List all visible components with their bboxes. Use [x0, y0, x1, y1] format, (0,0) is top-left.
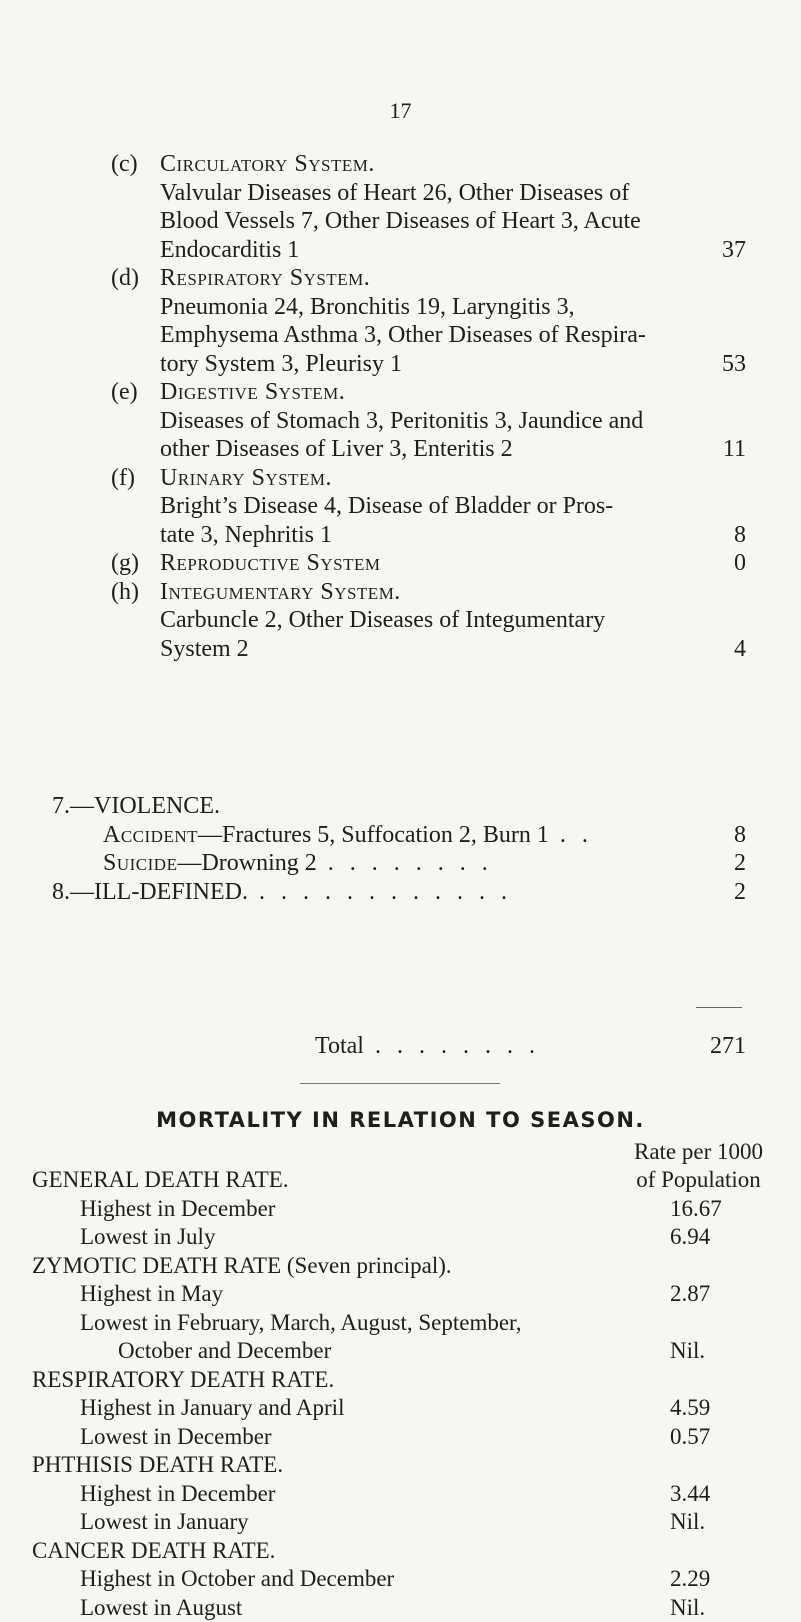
system-heading: Reproductive System — [160, 549, 381, 578]
system-heading-row — [0, 150, 801, 179]
rate-row — [0, 1337, 801, 1366]
system-detail-text: Diseases of Stomach 3, Peritonitis 3, Jaundice and — [160, 407, 643, 436]
suicide-text: —Drowning 2 — [177, 850, 316, 876]
rate-row — [0, 1309, 801, 1338]
rate-value: 16.67 — [670, 1195, 722, 1224]
total-entry: Total . . . . . . . . — [315, 1032, 540, 1061]
rate-row — [0, 1223, 801, 1252]
system-detail-row — [0, 293, 801, 322]
system-total: 11 — [723, 435, 746, 464]
system-total: 37 — [722, 236, 746, 265]
rate-period-label: Lowest in February, March, August, September, — [80, 1309, 522, 1338]
rate-row — [0, 1394, 801, 1423]
rate-value: 2.29 — [670, 1565, 710, 1594]
system-detail-text: tate 3, Nephritis 1 — [160, 521, 332, 550]
rate-value: 2.87 — [670, 1280, 710, 1309]
suicide-entry: Suicide—Drowning 2 . . . . . . . . — [103, 849, 493, 878]
rate-period-label: Highest in December — [80, 1480, 275, 1509]
rate-period-label: October and December — [118, 1337, 331, 1366]
rate-category-row — [0, 1366, 801, 1395]
rate-category-row — [0, 1537, 801, 1566]
rate-category-heading: ZYMOTIC DEATH RATE (Seven principal). — [32, 1252, 452, 1281]
rate-category-heading: CANCER DEATH RATE. — [32, 1537, 275, 1566]
rate-header-line-1: Rate per 1000 — [634, 1138, 763, 1166]
rate-row — [0, 1423, 801, 1452]
rate-row — [0, 1594, 801, 1622]
violence-heading-row — [0, 792, 801, 821]
system-detail-row — [0, 635, 801, 664]
system-detail-row — [0, 321, 801, 350]
rate-period-label: Highest in January and April — [80, 1394, 344, 1423]
suicide-label: Suicide — [103, 850, 177, 876]
season-rates-list — [0, 1166, 801, 1622]
rate-value: Nil. — [670, 1508, 705, 1537]
system-heading-row — [0, 378, 801, 407]
system-letter: (f) — [111, 464, 135, 493]
total-row — [0, 1032, 801, 1061]
rate-row — [0, 1508, 801, 1537]
system-detail-text: Bright’s Disease 4, Disease of Bladder or Pros- — [160, 492, 613, 521]
system-detail-text: Carbuncle 2, Other Diseases of Integumentary — [160, 606, 605, 635]
accident-row — [0, 821, 801, 850]
total-label: Total — [315, 1033, 364, 1059]
rate-period-label: Lowest in August — [80, 1594, 242, 1622]
system-heading: Circulatory System. — [160, 150, 375, 179]
rate-row — [0, 1280, 801, 1309]
system-heading-row — [0, 578, 801, 607]
ill-defined-entry: 8.—ILL-DEFINED. . . . . . . . . . . . . — [52, 878, 512, 907]
system-heading: Integumentary System. — [160, 578, 401, 607]
rate-category-heading: RESPIRATORY DEATH RATE. — [32, 1366, 334, 1395]
system-detail-text: tory System 3, Pleurisy 1 — [160, 350, 402, 379]
rate-value: 6.94 — [670, 1223, 710, 1252]
accident-total: 8 — [734, 821, 746, 850]
system-detail-text: Blood Vessels 7, Other Diseases of Heart 3, Acute — [160, 207, 641, 236]
system-detail-text: Emphysema Asthma 3, Other Diseases of Respira- — [160, 321, 646, 350]
rate-period-label: Lowest in July — [80, 1223, 215, 1252]
system-heading-row — [0, 264, 801, 293]
rate-category-heading: PHTHISIS DEATH RATE. — [32, 1451, 283, 1480]
system-detail-row — [0, 207, 801, 236]
system-letter: (g) — [111, 549, 139, 578]
system-detail-row — [0, 435, 801, 464]
system-letter: (e) — [111, 378, 138, 407]
season-title: MORTALITY IN RELATION TO SEASON. — [0, 1107, 801, 1133]
ill-defined-total: 2 — [734, 878, 746, 907]
system-heading: Respiratory System. — [160, 264, 370, 293]
accident-text: —Fractures 5, Suffocation 2, Burn 1 — [198, 822, 549, 848]
rate-value: 3.44 — [670, 1480, 710, 1509]
rate-header-line-2: of Population — [634, 1166, 763, 1194]
system-detail-text: Endocarditis 1 — [160, 236, 299, 265]
ill-defined-row — [0, 878, 801, 907]
violence-section — [0, 792, 801, 906]
system-heading-row — [0, 464, 801, 493]
accident-label: Accident — [103, 822, 198, 848]
rate-category-heading: GENERAL DEATH RATE. — [32, 1166, 289, 1195]
rate-category-row — [0, 1166, 801, 1195]
system-heading: Urinary System. — [160, 464, 332, 493]
system-letter: (d) — [111, 264, 139, 293]
system-heading: Digestive System. — [160, 378, 345, 407]
system-detail-row — [0, 606, 801, 635]
rate-row — [0, 1565, 801, 1594]
ill-defined-heading: 8.—ILL-DEFINED. — [52, 879, 248, 905]
rate-period-label: Highest in December — [80, 1195, 275, 1224]
rate-category-row — [0, 1252, 801, 1281]
system-detail-row — [0, 350, 801, 379]
system-detail-row — [0, 236, 801, 265]
system-detail-text: Pneumonia 24, Bronchitis 19, Laryngitis 3, — [160, 293, 575, 322]
sum-rule — [696, 1007, 742, 1008]
rate-value: Nil. — [670, 1337, 705, 1366]
suicide-total: 2 — [734, 849, 746, 878]
system-total: 53 — [722, 350, 746, 379]
suicide-row — [0, 849, 801, 878]
page-number: 17 — [0, 100, 801, 122]
system-detail-row — [0, 407, 801, 436]
system-detail-row — [0, 492, 801, 521]
rate-category-row — [0, 1451, 801, 1480]
rate-row — [0, 1480, 801, 1509]
system-detail-row — [0, 179, 801, 208]
system-detail-text: Valvular Diseases of Heart 26, Other Diseases of — [160, 179, 629, 208]
accident-entry: Accident—Fractures 5, Suffocation 2, Burn 1 . . — [103, 821, 593, 850]
system-letter: (c) — [111, 150, 138, 179]
rate-period-label: Lowest in December — [80, 1423, 272, 1452]
system-heading-row — [0, 549, 801, 578]
rate-period-label: Highest in May — [80, 1280, 223, 1309]
system-total: 8 — [734, 521, 746, 550]
section-divider — [300, 1083, 500, 1084]
total-value: 271 — [710, 1032, 746, 1061]
rate-row — [0, 1195, 801, 1224]
system-total: 4 — [734, 635, 746, 664]
rate-period-label: Lowest in January — [80, 1508, 249, 1537]
system-causes-list — [0, 150, 801, 663]
violence-heading: 7.—VIOLENCE. — [52, 792, 220, 821]
rate-value: 4.59 — [670, 1394, 710, 1423]
rate-value: Nil. — [670, 1594, 705, 1622]
system-detail-text: other Diseases of Liver 3, Enteritis 2 — [160, 435, 513, 464]
system-letter: (h) — [111, 578, 139, 607]
system-detail-row — [0, 521, 801, 550]
system-total: 0 — [734, 549, 746, 578]
system-detail-text: System 2 — [160, 635, 249, 664]
rate-period-label: Highest in October and December — [80, 1565, 394, 1594]
rate-value: 0.57 — [670, 1423, 710, 1452]
